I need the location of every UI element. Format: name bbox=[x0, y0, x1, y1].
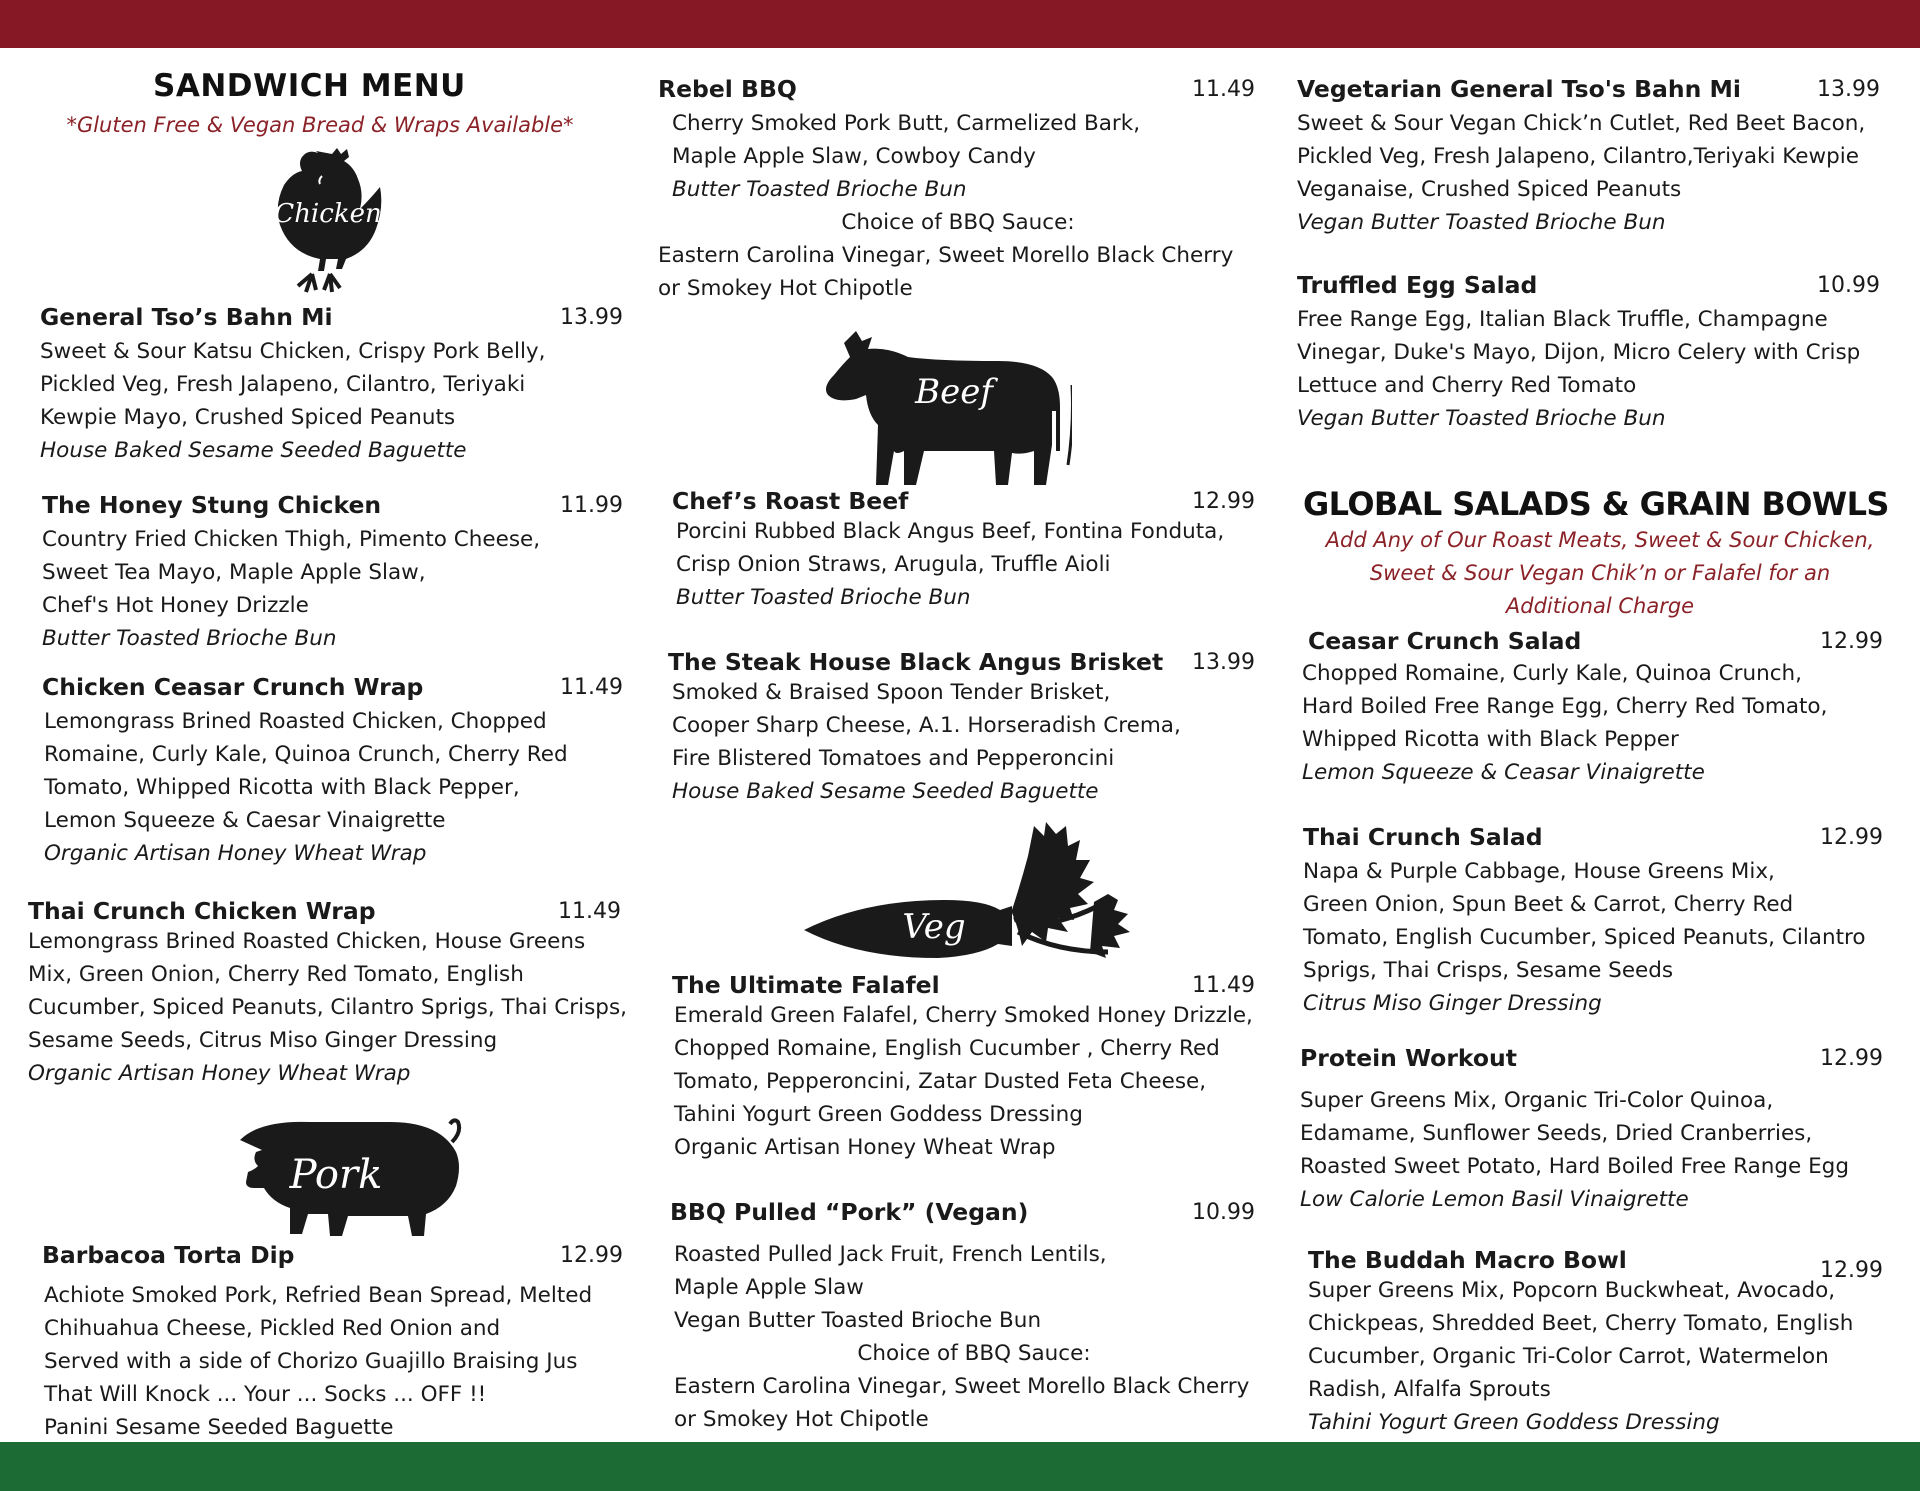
menu-item-the-buddah-macro-bowl bbox=[1308, 1245, 1883, 1439]
item-description-line: Achiote Smoked Pork, Refried Bean Spread, Melted bbox=[44, 1283, 593, 1308]
item-description-line: Chopped Romaine, English Cucumber , Cherry Red bbox=[674, 1036, 1220, 1061]
item-description-line: Green Onion, Spun Beet & Carrot, Cherry Red bbox=[1303, 892, 1794, 917]
item-description-line: Free Range Egg, Italian Black Truffle, Champagne bbox=[1297, 307, 1828, 332]
item-bread: Organic Artisan Honey Wheat Wrap bbox=[28, 1061, 411, 1086]
item-description-line: Mix, Green Onion, Cherry Red Tomato, English bbox=[28, 962, 524, 987]
menu-item-barbacoa-torta-dip bbox=[42, 1240, 623, 1444]
item-price: 13.99 bbox=[1817, 77, 1880, 102]
item-price: 12.99 bbox=[1820, 629, 1883, 654]
item-description-line: Cherry Smoked Pork Butt, Carmelized Bark, bbox=[672, 111, 1141, 136]
item-name: Vegetarian General Tso's Bahn Mi bbox=[1297, 75, 1741, 103]
item-price: 12.99 bbox=[1192, 489, 1255, 514]
item-description-line: Super Greens Mix, Organic Tri-Color Quinoa, bbox=[1300, 1088, 1774, 1113]
item-price: 12.99 bbox=[1820, 1046, 1883, 1071]
item-price: 13.99 bbox=[1192, 650, 1255, 675]
item-price: 12.99 bbox=[1820, 825, 1883, 850]
item-price: 11.49 bbox=[1192, 77, 1255, 102]
item-description-line: Veganaise, Crushed Spiced Peanuts bbox=[1297, 177, 1682, 202]
menu-item-protein-workout bbox=[1300, 1043, 1883, 1216]
item-name: Protein Workout bbox=[1300, 1044, 1518, 1072]
bottom-color-bar bbox=[0, 1442, 1920, 1491]
top-color-bar bbox=[0, 0, 1920, 48]
item-description-line: Vinegar, Duke's Mayo, Dijon, Micro Celery with Crisp bbox=[1297, 340, 1861, 365]
item-description-line: Roasted Pulled Jack Fruit, French Lentils, bbox=[674, 1242, 1107, 1267]
item-name: Chef’s Roast Beef bbox=[672, 487, 909, 515]
item-description-line: Sprigs, Thai Crisps, Sesame Seeds bbox=[1303, 958, 1674, 983]
item-description-line: Lemongrass Brined Roasted Chicken, House Greens bbox=[28, 929, 586, 954]
item-dressing: Low Calorie Lemon Basil Vinaigrette bbox=[1300, 1187, 1689, 1212]
menu-item-truffled-egg-salad bbox=[1297, 270, 1880, 435]
item-bread: House Baked Sesame Seeded Baguette bbox=[40, 438, 467, 463]
item-price: 10.99 bbox=[1192, 1200, 1255, 1225]
item-description-line: Lettuce and Cherry Red Tomato bbox=[1297, 373, 1637, 398]
item-description-line: Vegan Butter Toasted Brioche Bun bbox=[674, 1308, 1042, 1333]
item-description-line: Tomato, Whipped Ricotta with Black Pepper, bbox=[44, 775, 520, 800]
item-bread: Butter Toasted Brioche Bun bbox=[676, 585, 971, 610]
veg-label: Veg bbox=[902, 907, 966, 947]
item-description-line: Hard Boiled Free Range Egg, Cherry Red Tomato, bbox=[1302, 694, 1828, 719]
menu-item-thai-crunch-salad bbox=[1303, 822, 1883, 1020]
item-description-line: Lemon Squeeze & Caesar Vinaigrette bbox=[44, 808, 446, 833]
salads-note-line-2: Sweet & Sour Vegan Chik’n or Falafel for an bbox=[1369, 561, 1831, 585]
gluten-free-note: *Gluten Free & Vegan Bread & Wraps Available* bbox=[66, 113, 574, 137]
beef-label: Beef bbox=[915, 372, 993, 412]
item-description-line: Kewpie Mayo, Crushed Spiced Peanuts bbox=[40, 405, 456, 430]
sandwich-menu-title: SANDWICH MENU bbox=[153, 68, 466, 104]
item-description-line: Super Greens Mix, Popcorn Buckwheat, Avocado, bbox=[1308, 1278, 1836, 1303]
item-name: Thai Crunch Salad bbox=[1303, 823, 1543, 851]
item-dressing: Lemon Squeeze & Ceasar Vinaigrette bbox=[1302, 760, 1705, 785]
item-bread: Butter Toasted Brioche Bun bbox=[672, 177, 967, 202]
item-description-line: Roasted Sweet Potato, Hard Boiled Free Range Egg bbox=[1300, 1154, 1849, 1179]
item-description-line: Sweet & Sour Vegan Chick’n Cutlet, Red Beet Bacon, bbox=[1297, 111, 1866, 136]
item-description-line: Country Fried Chicken Thigh, Pimento Cheese, bbox=[42, 527, 541, 552]
item-description-line: Chihuahua Cheese, Pickled Red Onion and bbox=[44, 1316, 501, 1341]
item-name: The Buddah Macro Bowl bbox=[1308, 1246, 1627, 1274]
item-description-line: Porcini Rubbed Black Angus Beef, Fontina Fonduta, bbox=[676, 519, 1225, 544]
item-description-line: Whipped Ricotta with Black Pepper bbox=[1302, 727, 1679, 752]
item-description-line: Chopped Romaine, Curly Kale, Quinoa Crunch, bbox=[1302, 661, 1803, 686]
item-name: Rebel BBQ bbox=[658, 75, 797, 103]
item-description-line: Cucumber, Organic Tri-Color Carrot, Watermelon bbox=[1308, 1344, 1829, 1369]
bbq-sauce-heading: Choice of BBQ Sauce: bbox=[857, 1341, 1091, 1366]
item-price: 12.99 bbox=[1820, 1258, 1883, 1283]
item-description-line: Tomato, English Cucumber, Spiced Peanuts, Cilantro bbox=[1303, 925, 1866, 950]
menu-item-general-tso-s-bahn-mi bbox=[40, 302, 623, 467]
menu-item-vegetarian-general-tso-s-bahn-mi bbox=[1297, 74, 1880, 239]
item-price: 11.49 bbox=[560, 675, 623, 700]
item-description-line: Crisp Onion Straws, Arugula, Truffle Aioli bbox=[676, 552, 1111, 577]
item-description-line: Radish, Alfalfa Sprouts bbox=[1308, 1377, 1551, 1402]
item-description-line: Romaine, Curly Kale, Quinoa Crunch, Cherry Red bbox=[44, 742, 568, 767]
item-price: 13.99 bbox=[560, 305, 623, 330]
item-bread: Organic Artisan Honey Wheat Wrap bbox=[44, 841, 427, 866]
menu-item-the-steak-house-black-angus-brisket bbox=[668, 647, 1255, 808]
item-description-line: Sesame Seeds, Citrus Miso Ginger Dressing bbox=[28, 1028, 498, 1053]
chicken-label: Chicken bbox=[274, 199, 382, 229]
item-price: 10.99 bbox=[1817, 273, 1880, 298]
menu-item-thai-crunch-chicken-wrap bbox=[28, 896, 627, 1090]
item-description-line: Emerald Green Falafel, Cherry Smoked Honey Drizzle, bbox=[674, 1003, 1253, 1028]
item-name: Chicken Ceasar Crunch Wrap bbox=[42, 673, 424, 701]
item-name: BBQ Pulled “Pork” (Vegan) bbox=[670, 1198, 1029, 1226]
menu-item-rebel-bbq bbox=[658, 74, 1258, 305]
item-description-line: Smoked & Braised Spoon Tender Brisket, bbox=[672, 680, 1111, 705]
chicken-icon bbox=[262, 146, 394, 300]
item-description-line: Lemongrass Brined Roasted Chicken, Chopped bbox=[44, 709, 547, 734]
item-description-line: Edamame, Sunflower Seeds, Dried Cranberries, bbox=[1300, 1121, 1813, 1146]
item-description-line: Cooper Sharp Cheese, A.1. Horseradish Crema, bbox=[672, 713, 1181, 738]
item-price: 11.49 bbox=[558, 899, 621, 924]
item-description-line: Napa & Purple Cabbage, House Greens Mix, bbox=[1303, 859, 1775, 884]
menu-item-chicken-ceasar-crunch-wrap bbox=[42, 672, 623, 870]
item-description-line: Chef's Hot Honey Drizzle bbox=[42, 593, 309, 618]
item-name: General Tso’s Bahn Mi bbox=[40, 303, 333, 331]
item-bread: Vegan Butter Toasted Brioche Bun bbox=[1297, 210, 1666, 235]
item-bread: Vegan Butter Toasted Brioche Bun bbox=[1297, 406, 1666, 431]
item-price: 12.99 bbox=[560, 1243, 623, 1268]
pork-icon bbox=[200, 1110, 464, 1238]
item-name: The Honey Stung Chicken bbox=[42, 491, 382, 519]
item-description-line: Sweet & Sour Katsu Chicken, Crispy Pork Belly, bbox=[40, 339, 546, 364]
salads-note-line-3: Additional Charge bbox=[1505, 594, 1695, 618]
item-description-line: Served with a side of Chorizo Guajillo Braising Jus bbox=[44, 1349, 578, 1374]
item-name: Barbacoa Torta Dip bbox=[42, 1241, 295, 1269]
item-description-line: That Will Knock ... Your ... Socks ... OFF !! bbox=[44, 1382, 487, 1407]
item-description-line: Fire Blistered Tomatoes and Pepperoncini bbox=[672, 746, 1115, 771]
bbq-sauce-option-line: or Smokey Hot Chipotle bbox=[658, 276, 913, 301]
item-price: 11.99 bbox=[560, 493, 623, 518]
item-description-line: Tomato, Pepperoncini, Zatar Dusted Feta Cheese, bbox=[674, 1069, 1207, 1094]
item-description-line: Panini Sesame Seeded Baguette bbox=[44, 1415, 394, 1440]
item-name: Truffled Egg Salad bbox=[1297, 271, 1538, 299]
item-description-line: Pickled Veg, Fresh Jalapeno, Cilantro, Teriyaki bbox=[40, 372, 526, 397]
item-name: The Steak House Black Angus Brisket bbox=[668, 648, 1164, 676]
item-description-line: Pickled Veg, Fresh Jalapeno, Cilantro,Teriyaki Kewpie bbox=[1297, 144, 1859, 169]
menu-item-bbq-pulled-pork-vegan bbox=[670, 1197, 1274, 1436]
beef-icon bbox=[818, 325, 1072, 493]
item-description-line: Sweet Tea Mayo, Maple Apple Slaw, bbox=[42, 560, 426, 585]
item-price: 11.49 bbox=[1192, 973, 1255, 998]
bbq-sauce-option-line: Eastern Carolina Vinegar, Sweet Morello Black Cherry bbox=[674, 1374, 1250, 1399]
bbq-sauce-option-line: or Smokey Hot Chipotle bbox=[674, 1407, 929, 1432]
item-description-line: Chickpeas, Shredded Beet, Cherry Tomato, English bbox=[1308, 1311, 1854, 1336]
item-description-line: Cucumber, Spiced Peanuts, Cilantro Sprigs, Thai Crisps, bbox=[28, 995, 627, 1020]
item-bread: Butter Toasted Brioche Bun bbox=[42, 626, 337, 651]
item-bread: House Baked Sesame Seeded Baguette bbox=[672, 779, 1099, 804]
item-dressing: Tahini Yogurt Green Goddess Dressing bbox=[1308, 1410, 1720, 1435]
menu-item-the-ultimate-falafel bbox=[672, 970, 1253, 1164]
salads-note-line-1: Add Any of Our Roast Meats, Sweet & Sour Chicken, bbox=[1325, 528, 1875, 552]
item-name: Ceasar Crunch Salad bbox=[1308, 627, 1582, 655]
item-name: Thai Crunch Chicken Wrap bbox=[28, 897, 376, 925]
item-description-line: Tahini Yogurt Green Goddess Dressing bbox=[674, 1102, 1083, 1127]
item-description-line: Maple Apple Slaw bbox=[674, 1275, 864, 1300]
menu-item-ceasar-crunch-salad bbox=[1302, 626, 1883, 789]
bbq-sauce-option-line: Eastern Carolina Vinegar, Sweet Morello Black Cherry bbox=[658, 243, 1234, 268]
item-description-line: Maple Apple Slaw, Cowboy Candy bbox=[672, 144, 1036, 169]
item-dressing: Citrus Miso Ginger Dressing bbox=[1303, 991, 1602, 1016]
global-salads-title: GLOBAL SALADS & GRAIN BOWLS bbox=[1303, 485, 1889, 523]
menu-item-chef-s-roast-beef bbox=[672, 486, 1255, 614]
bbq-sauce-heading: Choice of BBQ Sauce: bbox=[841, 210, 1075, 235]
pork-label: Pork bbox=[289, 1152, 383, 1198]
carrot-icon bbox=[804, 820, 1138, 978]
item-name: The Ultimate Falafel bbox=[672, 971, 940, 999]
menu-item-the-honey-stung-chicken bbox=[42, 490, 623, 655]
item-description-line: Organic Artisan Honey Wheat Wrap bbox=[674, 1135, 1056, 1160]
